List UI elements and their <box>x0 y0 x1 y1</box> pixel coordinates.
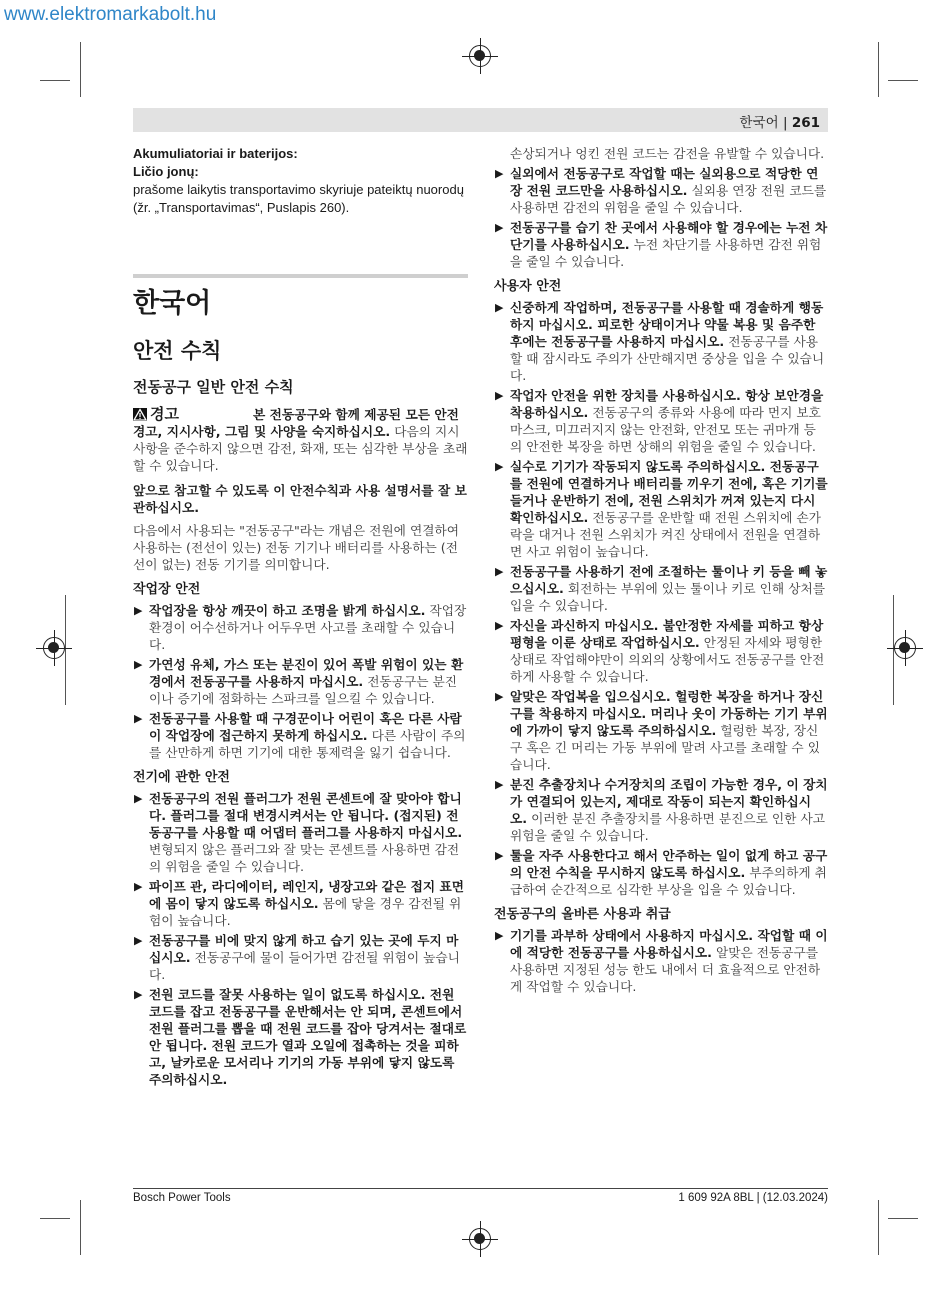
item-text: 몸에 닿을 경우 감전될 위험이 높습니다. <box>149 896 462 928</box>
list-item <box>133 710 468 761</box>
bullet-arrow-icon: ▶ <box>495 929 504 942</box>
lithium-subtitle: Ličio jonų: <box>133 164 199 179</box>
bullet-arrow-icon: ▶ <box>134 792 143 805</box>
item-bold: 전동공구의 전원 플러그가 전원 콘센트에 잘 맞아야 합니다. 플러그를 절대 변경시켜서는 안 됩니다. (접지된) 전동공구를 사용할 때 어댑터 플러그를 사용하지 마십시오. <box>149 791 463 840</box>
item-bold: 파이프 관, 라디에이터, 레인지, 냉장고와 같은 접지 표면에 몸이 닿지 않도록 하십시오. <box>149 879 465 911</box>
list-item <box>494 847 828 898</box>
list-item <box>133 932 468 983</box>
list-item <box>494 219 828 270</box>
personal-safety-heading: 사용자 안전 <box>494 279 562 294</box>
item-text: 다른 사람이 주의를 산만하게 하면 기기에 대한 통제력을 잃기 쉽습니다. <box>149 728 466 760</box>
item-text: 작업장 환경이 어수선하거나 어두우면 사고를 초래할 수 있습니다. <box>149 603 467 652</box>
list-item <box>494 458 828 560</box>
item-text: 손상되거나 엉킨 전원 코드는 감전을 유발할 수 있습니다. <box>510 146 825 161</box>
crop-mark <box>888 80 918 81</box>
list-item <box>494 299 828 384</box>
list-item <box>494 927 828 995</box>
item-bold: 신중하게 작업하며, 전동공구를 사용할 때 경솔하게 행동하지 마십시오. 피로한 상태이거나 약물 복용 및 음주한 후에는 전동공구를 사용하지 마십시오. <box>510 300 824 349</box>
bullet-arrow-icon: ▶ <box>134 658 143 671</box>
list-item <box>133 790 468 875</box>
list-item <box>494 563 828 614</box>
crop-mark <box>65 595 66 705</box>
registration-mark-icon <box>469 1228 491 1250</box>
list-item <box>133 602 468 653</box>
item-bold: 실외에서 전동공구로 작업할 때는 실외용으로 적당한 연장 전원 코드만을 사용하십시오. <box>510 166 819 198</box>
bullet-arrow-icon: ▶ <box>495 167 504 180</box>
item-text: 부주의하게 취급하여 순간적으로 심각한 부상을 입을 수 있습니다. <box>510 865 827 897</box>
item-text: 안정된 자세와 평형한 상태로 작업해야만이 의외의 상황에서도 전동공구를 안전하게 사용할 수 있습니다. <box>510 635 825 684</box>
bullet-arrow-icon: ▶ <box>134 604 143 617</box>
item-text: 알맞은 전동공구를 사용하면 지정된 성능 한도 내에서 더 효율적으로 안전하게 작업할 수 있습니다. <box>510 945 821 994</box>
item-bold: 알맞은 작업복을 입으십시오. 헐렁한 복장을 하거나 장신구를 착용하지 마십시오. 머리나 옷이 가동하는 기기 부위에 가까이 닿지 않도록 주의하십시오. <box>510 689 828 738</box>
list-item <box>133 986 468 1088</box>
warning-label <box>133 406 253 423</box>
safety-heading: 안전 수칙 <box>133 339 222 363</box>
item-bold: 툴을 자주 사용한다고 해서 안주하는 일이 없게 하고 공구의 안전 수칙을 무시하지 않도록 하십시오. <box>510 848 828 880</box>
item-text: 누전 차단기를 사용하면 감전 위험을 줄일 수 있습니다. <box>510 237 822 269</box>
item-bold: 전원 코드를 잘못 사용하는 일이 없도록 하십시오. 전원 코드를 잡고 전동공구를 운반해서는 안 되며, 콘센트에서 전원 플러그를 뽑을 때 전원 코드를 잡아 당겨서는 절대로 안 됩니다. 전원 코드가 열과 오일에 접촉하는 것을 피하고, 날카로운 모서리나 기기의 가동 부위에 닿지 않도록 주의하십시오. <box>149 987 467 1087</box>
crop-mark <box>40 1218 70 1219</box>
item-bold: 작업자 안전을 위한 장치를 사용하십시오. 항상 보안경을 착용하십시오. <box>510 388 824 420</box>
bullet-arrow-icon: ▶ <box>495 389 504 402</box>
list-item <box>494 165 828 216</box>
list-item-continued <box>494 145 828 162</box>
item-text: 전동공구를 운반할 때 전원 스위치에 손가락을 대거나 전원 스위치가 켜진 상태에서 전원을 연결하면 사고 위험이 높습니다. <box>510 510 821 559</box>
bullet-arrow-icon: ▶ <box>134 712 143 725</box>
registration-mark-icon <box>469 45 491 67</box>
crop-mark <box>40 80 70 81</box>
item-bold: 전동공구를 사용하기 전에 조절하는 툴이나 키 등을 빼 놓으십시오. <box>510 564 828 596</box>
item-bold: 기기를 과부하 상태에서 사용하지 마십시오. 작업할 때 이에 적당한 전동공구를 사용하십시오. <box>510 928 828 960</box>
registration-mark-icon <box>43 637 65 659</box>
warning-block <box>133 406 468 474</box>
bullet-arrow-icon: ▶ <box>495 619 504 632</box>
general-safety-heading: 전동공구 일반 안전 수칙 <box>133 378 294 396</box>
keep-instructions: 앞으로 참고할 수 있도록 이 안전수칙과 사용 설명서를 잘 보관하십시오. <box>133 483 467 515</box>
tool-use-heading: 전동공구의 올바른 사용과 취급 <box>494 907 671 922</box>
bullet-arrow-icon: ▶ <box>495 778 504 791</box>
crop-mark <box>878 1200 879 1255</box>
footer-brand: Bosch Power Tools <box>133 1192 231 1204</box>
header-separator: | <box>778 115 792 131</box>
list-item <box>494 617 828 685</box>
definition-text: 다음에서 사용되는 "전동공구"라는 개념은 전원에 연결하여 사용하는 (전선이 있는) 전동 기기나 배터리를 사용하는 (전선이 없는) 전동 기기를 의미합니다. <box>133 523 459 572</box>
language-heading: 한국어 <box>133 288 212 319</box>
item-bold: 작업장을 항상 깨끗이 하고 조명을 밝게 하십시오. <box>149 603 426 618</box>
item-text: 실외용 연장 전원 코드를 사용하면 감전의 위험을 줄일 수 있습니다. <box>510 183 827 215</box>
bullet-arrow-icon: ▶ <box>495 565 504 578</box>
crop-mark <box>878 42 879 97</box>
item-text: 전동공구는 분진이나 증기에 점화하는 스파크를 일으킬 수 있습니다. <box>149 674 458 706</box>
page-number: 261 <box>791 115 820 131</box>
work-area-heading: 작업장 안전 <box>133 582 201 597</box>
bullet-arrow-icon: ▶ <box>134 880 143 893</box>
bullet-arrow-icon: ▶ <box>495 849 504 862</box>
header-language: 한국어 <box>739 115 779 131</box>
item-text: 전동공구의 종류와 사용에 따라 먼지 보호 마스크, 미끄러지지 않는 안전화, 안전모 또는 귀마개 등의 안전한 복장을 하면 상해의 위험을 줄일 수 있습니다. <box>510 405 821 454</box>
item-bold: 전동공구를 습기 찬 곳에서 사용해야 할 경우에는 누전 차단기를 사용하십시오. <box>510 220 828 252</box>
electrical-heading: 전기에 관한 안전 <box>133 770 230 785</box>
bullet-arrow-icon: ▶ <box>134 988 143 1001</box>
registration-mark-icon <box>894 637 916 659</box>
item-text: 전동공구를 사용할 때 잠시라도 주의가 산만해지면 중상을 입을 수 있습니다. <box>510 334 825 383</box>
crop-mark <box>888 1218 918 1219</box>
header-text <box>740 111 820 131</box>
item-bold: 전동공구를 비에 맞지 않게 하고 습기 있는 곳에 두지 마십시오. <box>149 933 459 965</box>
list-item <box>494 688 828 773</box>
item-bold: 가연성 유체, 가스 또는 분진이 있어 폭발 위험이 있는 환경에서 전동공구를 사용하지 마십시오. <box>149 657 464 689</box>
crop-mark <box>80 1200 81 1255</box>
item-text: 헐렁한 복장, 장신구 혹은 긴 머리는 가동 부위에 말려 사고를 초래할 수 있습니다. <box>510 723 820 772</box>
item-text: 회전하는 부위에 있는 툴이나 키로 인해 상처를 입을 수 있습니다. <box>510 581 825 613</box>
bullet-arrow-icon: ▶ <box>495 221 504 234</box>
list-item <box>494 387 828 455</box>
warning-label-text: 경고 <box>150 405 179 423</box>
bullet-arrow-icon: ▶ <box>495 690 504 703</box>
list-item <box>133 656 468 707</box>
lithium-title: Akumuliatoriai ir baterijos: <box>133 146 298 161</box>
warning-triangle-icon <box>133 408 147 421</box>
footer-divider <box>133 1188 828 1189</box>
list-item <box>133 878 468 929</box>
bullet-arrow-icon: ▶ <box>134 934 143 947</box>
item-bold: 자신을 과신하지 마십시오. 불안정한 자세를 피하고 항상 평형을 이룬 상태로 작업하십시오. <box>510 618 824 650</box>
item-bold: 분진 추출장치나 수거장치의 조립이 가능한 경우, 이 장치가 연결되어 있는지, 제대로 작동이 되는지 확인하십시오. <box>510 777 828 826</box>
watermark-url[interactable]: www.elektromarkabolt.hu <box>4 4 217 25</box>
item-text: 이러한 분진 추출장치를 사용하면 분진으로 인한 사고 위험을 줄일 수 있습니다. <box>510 811 825 843</box>
bullet-arrow-icon: ▶ <box>495 460 504 473</box>
warning-bold-text: 본 전동공구와 함께 제공된 모든 안전경고, 지시사항, 그림 및 사양을 숙지하십시오. <box>133 407 459 439</box>
section-divider <box>133 274 468 278</box>
right-column <box>494 145 828 998</box>
item-text: 전동공구에 물이 들어가면 감전될 위험이 높습니다. <box>149 950 460 982</box>
left-column <box>133 145 468 1091</box>
list-item <box>494 776 828 844</box>
footer-doc-id: 1 609 92A 8BL | (12.03.2024) <box>678 1192 828 1204</box>
page-header <box>133 108 828 132</box>
bullet-arrow-icon: ▶ <box>495 301 504 314</box>
warning-text: 다음의 지시 사항을 준수하지 않으면 감전, 화재, 또는 심각한 부상을 초래할 수 있습니다. <box>133 424 468 473</box>
lithium-body: prašome laikytis transportavimo skyriuje pateiktų nuorodų (žr. „Transportavimas“, Puslapis 260). <box>133 182 464 215</box>
crop-mark <box>80 42 81 97</box>
item-bold: 전동공구를 사용할 때 구경꾼이나 어린이 혹은 다른 사람이 작업장에 접근하지 못하게 하십시오. <box>149 711 462 743</box>
item-bold: 실수로 기기가 작동되지 않도록 주의하십시오. 전동공구를 전원에 연결하거나 배터리를 끼우기 전에, 혹은 기기를 들거나 운반하기 전에, 전원 스위치가 꺼져 있는지 다시 확인하십시오. <box>510 459 828 525</box>
item-text: 변형되지 않은 플러그와 잘 맞는 콘센트를 사용하면 감전의 위험을 줄일 수 있습니다. <box>149 842 460 874</box>
